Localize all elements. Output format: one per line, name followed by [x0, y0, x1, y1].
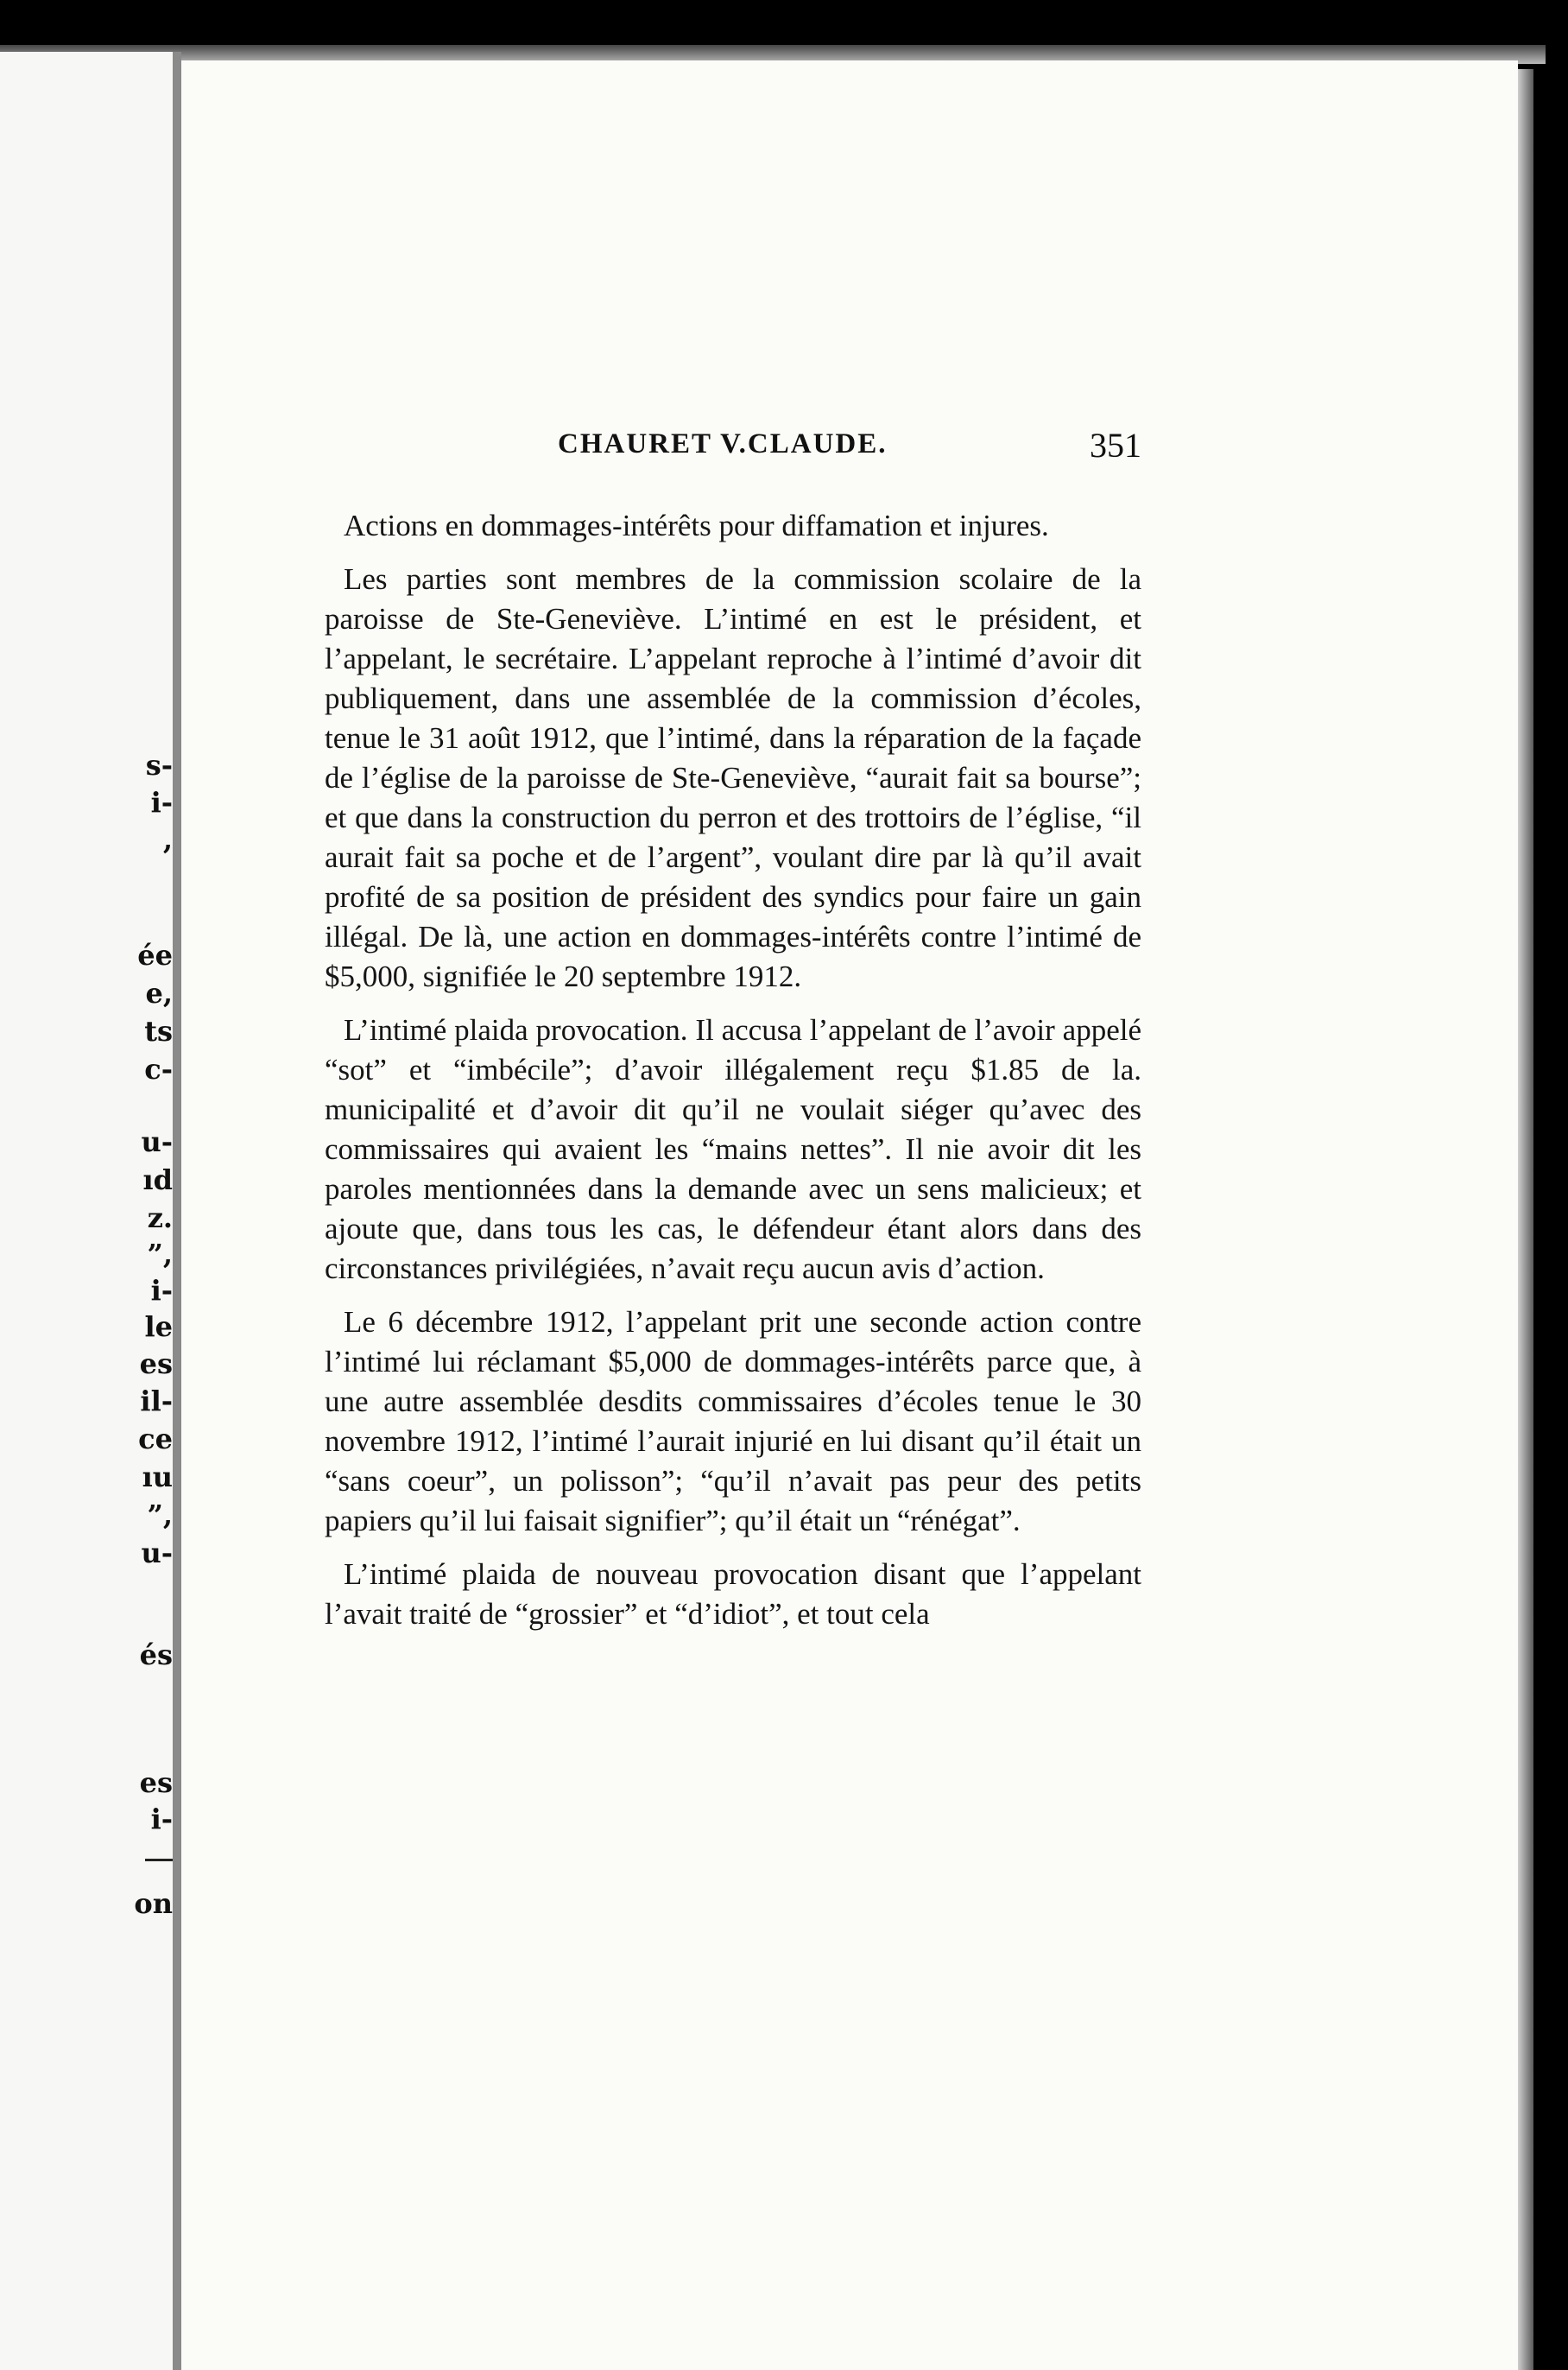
previous-page-fragment: u- [141, 1537, 173, 1569]
page-number: 351 [1090, 426, 1141, 465]
previous-page-fragment: ıu [142, 1461, 173, 1493]
page-body [325, 506, 1141, 1648]
previous-page-footnote-rule [145, 1859, 173, 1861]
paragraph: Actions en dommages-intérêts pour diffamation et injures. [344, 509, 1049, 542]
paragraph: L’intimé plaida de nouveau provocation disant que l’appelant l’avait traité de “grossier” et “d’idiot”, et tout cela [325, 1557, 1141, 1631]
previous-page-fragment: ée [137, 939, 173, 972]
previous-page-fragment: i- [150, 786, 173, 819]
paragraph: L’intimé plaida provocation. Il accusa l’appelant de l’avoir appelé “sot” et “imbécile”; d’avoir illégalement reçu $1.85 de la. municipalité et d’avoir dit qu’il ne voulait siéger qu’avec des commissaires qui avaient les “mains nettes”. Il nie avoir dit les paroles mentionnées dans la demande avec un sens malicieux; et ajoute que, dans tous les cas, le défendeur étant alors dans des circonstances privilégiées, n’avait reçu aucun avis d’action. [325, 1013, 1141, 1285]
running-title: CHAURET V.CLAUDE. [558, 428, 888, 459]
previous-page-fragment: c- [144, 1053, 173, 1086]
previous-page-fragment: on [134, 1887, 173, 1920]
previous-page-fragment: i- [150, 1274, 173, 1307]
previous-page-fragment: ”, [147, 1238, 173, 1271]
previous-page-fragment: il- [140, 1385, 173, 1417]
previous-page-fragment: e, [145, 977, 173, 1010]
paragraph: Le 6 décembre 1912, l’appelant prit une seconde action contre l’intimé lui réclamant $5,000 de dommages-intérêts parce que, à une autre assemblée desdits commissaires d’écoles tenue le 30 novembre 1912, l’intimé l’aurait injurié en lui disant qu’il était un “sans coeur”, un polisson”; “qu’il n’avait pas peur des petits papiers qu’il lui faisait signifier”; qu’il était un “rénégat”. [325, 1305, 1141, 1537]
previous-page-fragment: ce [138, 1423, 173, 1455]
page-right-edge [1518, 69, 1533, 2370]
previous-page-strip [0, 52, 177, 2370]
previous-page-fragment: le [144, 1310, 173, 1343]
previous-page-fragment: es [139, 1347, 173, 1380]
running-header [558, 428, 1141, 472]
previous-page-fragment: s- [145, 749, 173, 782]
previous-page-fragment: ıd [142, 1163, 173, 1196]
previous-page-fragment: es [139, 1766, 173, 1799]
paragraph: Les parties sont membres de la commission scolaire de la paroisse de Ste-Geneviève. L’intimé en est le président, et l’appelant, le secrétaire. L’appelant reproche à l’intimé d’avoir dit publiquement, dans une assemblée de la commission d’écoles, tenue le 31 août 1912, que l’intimé, dans la réparation de la façade de l’église de la paroisse de Ste-Geneviève, “aurait fait sa bourse”; et que dans la construction du perron et des trottoirs de l’église, “il aurait fait sa poche et de l’argent”, voulant dire par là qu’il avait profité de sa position de président des syndics pour faire un gain illégal. De là, une action en dommages-intérêts contre l’intimé de $5,000, signifiée le 20 septembre 1912. [325, 562, 1141, 993]
previous-page-fragment: , [162, 823, 173, 856]
binding-gutter [173, 52, 181, 2370]
previous-page-fragment: i- [150, 1803, 173, 1835]
previous-page-fragment: ts [144, 1015, 173, 1048]
previous-page-fragment: és [139, 1638, 173, 1671]
previous-page-fragment: u- [141, 1125, 173, 1158]
previous-page-fragment: z. [147, 1201, 173, 1234]
previous-page-fragment: ”, [147, 1499, 173, 1531]
